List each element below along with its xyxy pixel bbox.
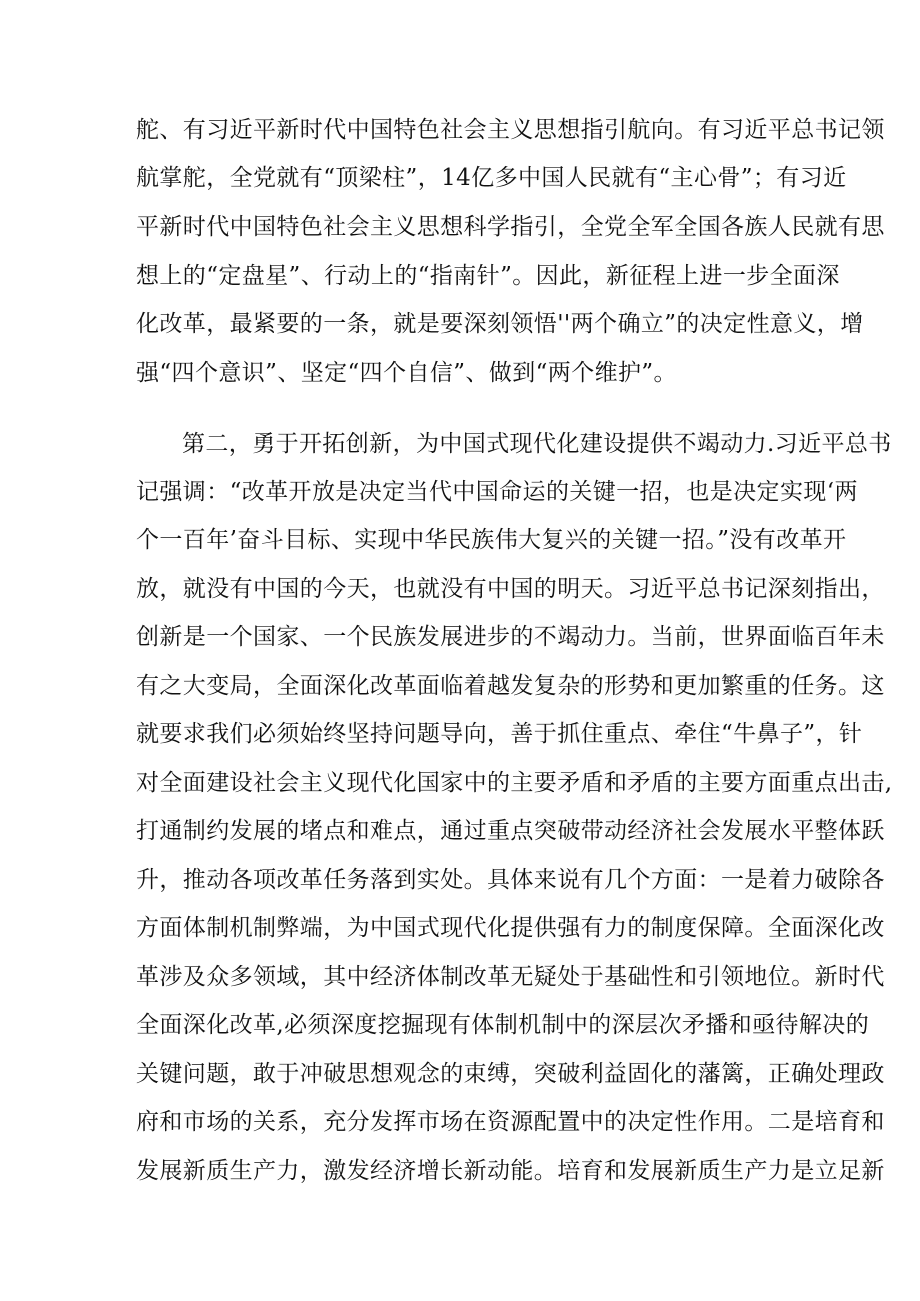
- paragraph-1-line-3: 平新时代中国特色社会主义思想科学指引，全党全军全国各族人民就有思: [136, 214, 885, 240]
- paragraph-2-line-2: 记强调：“改革开放是决定当代中国命运的关键一招，也是决定实现‘两: [136, 479, 858, 505]
- paragraph-1-line-6: 强“四个意识”、坚定“四个自信”、做到“两个维护”。: [136, 360, 677, 386]
- paragraph-2-line-7: 就要求我们必须始终坚持问题导向，善于抓住重点、牵住“牛鼻子”，针: [136, 721, 863, 747]
- paragraph-2-line-14: 关键问题，敢于冲破思想观念的束缚，突破利益固化的藩篱，正确处理政: [136, 1061, 885, 1087]
- paragraph-1-line-1: 舵、有习近平新时代中国特色社会主义思想指引航向。有习近平总书记领: [136, 117, 885, 143]
- paragraph-2-line-6: 有之大变局，全面深化改革面临着越发复杂的形势和更加繁重的任务。这: [136, 673, 885, 699]
- paragraph-2-line-13: 全面深化改革,必须深度挖掘现有体制机制中的深层次矛播和亟待解决的: [136, 1012, 870, 1038]
- paragraph-2-line-3: 个一百年’奋斗目标、实现中华民族伟大复兴的关键一招。”没有改革开: [136, 527, 847, 553]
- paragraph-1-line-4: 想上的“定盘星”、行动上的“指南针”。因此，新征程上进一步全面深: [136, 263, 840, 289]
- paragraph-2-line-16: 发展新质生产力，激发经济增长新动能。培育和发展新质生产力是立足新: [136, 1158, 885, 1184]
- paragraph-2-line-11: 方面体制机制弊端，为中国式现代化提供强有力的制度保障。全面深化改: [136, 915, 885, 941]
- paragraph-2-line-12: 革涉及众多领域，其中经济体制改革无疑处于基础性和引领地位。新时代: [136, 964, 885, 990]
- paragraph-2-line-10: 升，推动各项改革任务落到实处。具体来说有几个方面：一是着力破除各: [136, 867, 885, 893]
- paragraph-2-line-4: 放，就没有中国的今天，也就没有中国的明天。习近平总书记深刻指出，: [136, 576, 885, 602]
- paragraph-1-line-5: 化改革，最紧要的一条，就是要深刻领悟''两个确立”的决定性意义，增: [136, 311, 864, 337]
- paragraph-2-line-5: 创新是一个国家、一个民族发展进步的不竭动力。当前，世界面临百年未: [136, 624, 885, 650]
- paragraph-2-line-8: 对全面建设社会主义现代化国家中的主要矛盾和矛盾的主要方面重点出击,: [136, 770, 893, 796]
- paragraph-2-line-15: 府和市场的关系，充分发挥市场在资源配置中的决定性作用。二是培育和: [136, 1109, 885, 1135]
- paragraph-2-line-9: 打通制约发展的堵点和难点，通过重点突破带动经济社会发展水平整体跃: [136, 818, 885, 844]
- paragraph-1-line-2: 航掌舵，全党就有“顶梁柱”，14亿多中国人民就有“主心骨”；有习近: [136, 165, 847, 191]
- paragraph-2-line-1: 第二，勇于开拓创新，为中国式现代化建设提供不竭动力.习近平总书: [182, 431, 892, 457]
